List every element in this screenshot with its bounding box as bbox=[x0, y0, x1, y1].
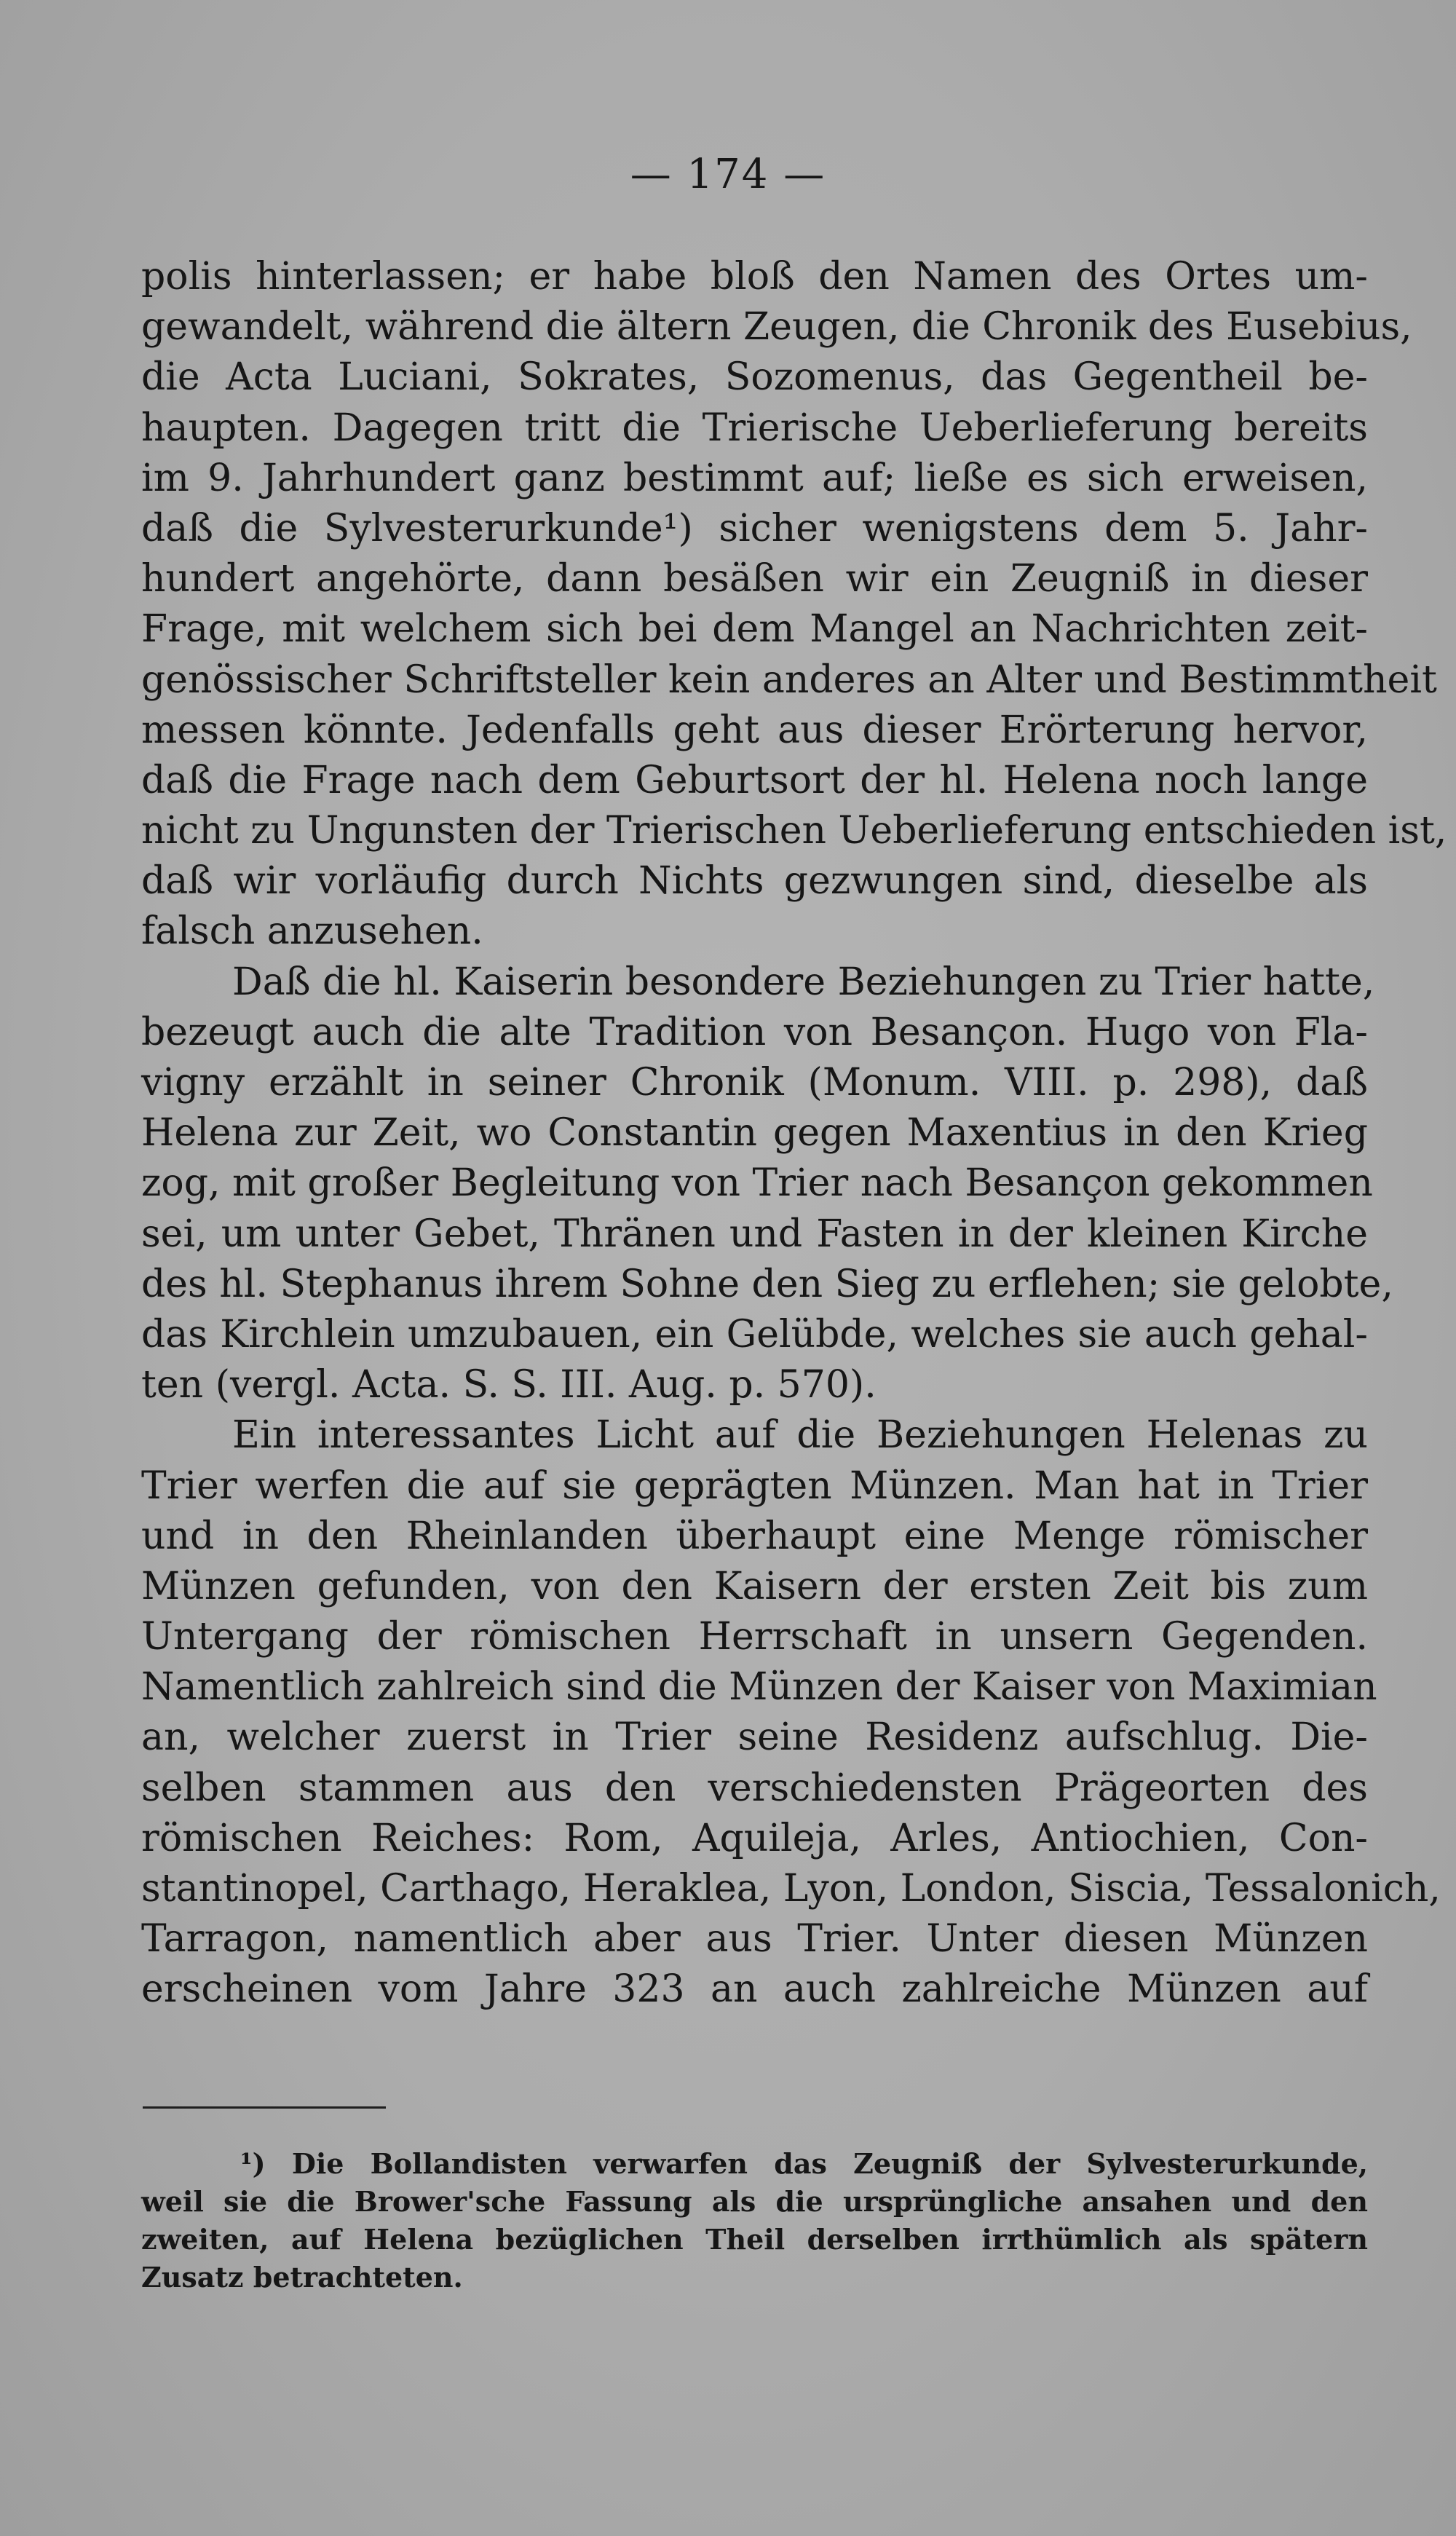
text-line: Tarragon, namentlich aber aus Trier. Unter diesen Münzen bbox=[141, 1917, 1368, 1962]
text-line: hundert angehörte, dann besäßen wir ein Zeugniß in dieser bbox=[141, 557, 1368, 601]
text-line: sei, um unter Gebet, Thränen und Fasten in der kleinen Kirche bbox=[141, 1212, 1368, 1256]
footnote-line: Zusatz betrachteten. bbox=[141, 2261, 463, 2294]
text-line: daß die Frage nach dem Geburtsort der hl. Helena noch lange bbox=[141, 758, 1368, 802]
text-line: die Acta Luciani, Sokrates, Sozomenus, das Gegentheil be- bbox=[141, 355, 1368, 400]
footnote-line: ¹) Die Bollandisten verwarfen das Zeugniß der Sylvesterurkunde, bbox=[240, 2147, 1368, 2180]
text-line: römischen Reiches: Rom, Aquileja, Arles, Antiochien, Con- bbox=[141, 1816, 1368, 1860]
text-line: haupten. Dagegen tritt die Trierische Ueberlieferung bereits bbox=[141, 406, 1368, 450]
footnote-line: weil sie die Brower'sche Fassung als die ursprüngliche ansahen und den bbox=[141, 2185, 1368, 2218]
text-line: zog, mit großer Begleitung von Trier nach Besançon gekommen bbox=[141, 1161, 1373, 1206]
text-line: vigny erzählt in seiner Chronik (Monum. VIII. p. 298), daß bbox=[141, 1061, 1368, 1105]
text-line: polis hinterlassen; er habe bloß den Namen des Ortes um- bbox=[141, 255, 1368, 299]
text-line: Helena zur Zeit, wo Constantin gegen Maxentius in den Krieg bbox=[141, 1111, 1368, 1156]
text-line: Frage, mit welchem sich bei dem Mangel an Nachrichten zeit- bbox=[141, 607, 1368, 652]
text-line: messen könnte. Jedenfalls geht aus dieser Erörterung hervor, bbox=[141, 708, 1368, 752]
text-line: Daß die hl. Kaiserin besondere Beziehungen zu Trier hatte, bbox=[232, 960, 1375, 1004]
text-line: Trier werfen die auf sie geprägten Münzen. Man hat in Trier bbox=[141, 1463, 1368, 1508]
text-line: bezeugt auch die alte Tradition von Besançon. Hugo von Fla- bbox=[141, 1010, 1368, 1054]
text-line: Ein interessantes Licht auf die Beziehungen Helenas zu bbox=[232, 1413, 1368, 1458]
text-line: nicht zu Ungunsten der Trierischen Ueberlieferung entschieden ist, bbox=[141, 809, 1447, 853]
text-line: und in den Rheinlanden überhaupt eine Menge römischer bbox=[141, 1514, 1368, 1558]
text-line: erscheinen vom Jahre 323 an auch zahlreiche Münzen auf bbox=[141, 1967, 1368, 2012]
text-line: Untergang der römischen Herrschaft in unsern Gegenden. bbox=[141, 1615, 1368, 1659]
footnote-line: zweiten, auf Helena bezüglichen Theil derselben irrthümlich als spätern bbox=[141, 2223, 1368, 2256]
text-line: genössischer Schriftsteller kein anderes an Alter und Bestimmtheit bbox=[141, 657, 1437, 702]
text-line: im 9. Jahrhundert ganz bestimmt auf; ließe es sich erweisen, bbox=[141, 456, 1368, 500]
text-line: falsch anzusehen. bbox=[141, 909, 483, 954]
text-line: des hl. Stephanus ihrem Sohne den Sieg zu erflehen; sie gelobte, bbox=[141, 1262, 1393, 1306]
footnote-divider bbox=[143, 2106, 386, 2109]
text-line: Münzen gefunden, von den Kaisern der ersten Zeit bis zum bbox=[141, 1564, 1368, 1608]
text-line: daß die Sylvesterurkunde¹) sicher wenigstens dem 5. Jahr- bbox=[141, 506, 1368, 550]
text-line: daß wir vorläufig durch Nichts gezwungen sind, dieselbe als bbox=[141, 859, 1368, 904]
text-line: ten (vergl. Acta. S. S. III. Aug. p. 570). bbox=[141, 1363, 877, 1407]
page-number: — 174 — bbox=[630, 151, 826, 198]
text-line: das Kirchlein umzubauen, ein Gelübde, welches sie auch gehal- bbox=[141, 1312, 1368, 1356]
footnotes bbox=[141, 2145, 1368, 2296]
body-text bbox=[141, 252, 1447, 2015]
text-line: Namentlich zahlreich sind die Münzen der Kaiser von Maximian bbox=[141, 1665, 1377, 1710]
text-line: gewandelt, während die ältern Zeugen, die Chronik des Eusebius, bbox=[141, 305, 1412, 349]
text-line: stantinopel, Carthago, Heraklea, Lyon, London, Siscia, Tessalonich, bbox=[141, 1867, 1441, 1911]
text-line: an, welcher zuerst in Trier seine Residenz aufschlug. Die- bbox=[141, 1715, 1368, 1760]
text-line: selben stammen aus den verschiedensten Prägeorten des bbox=[141, 1766, 1368, 1810]
